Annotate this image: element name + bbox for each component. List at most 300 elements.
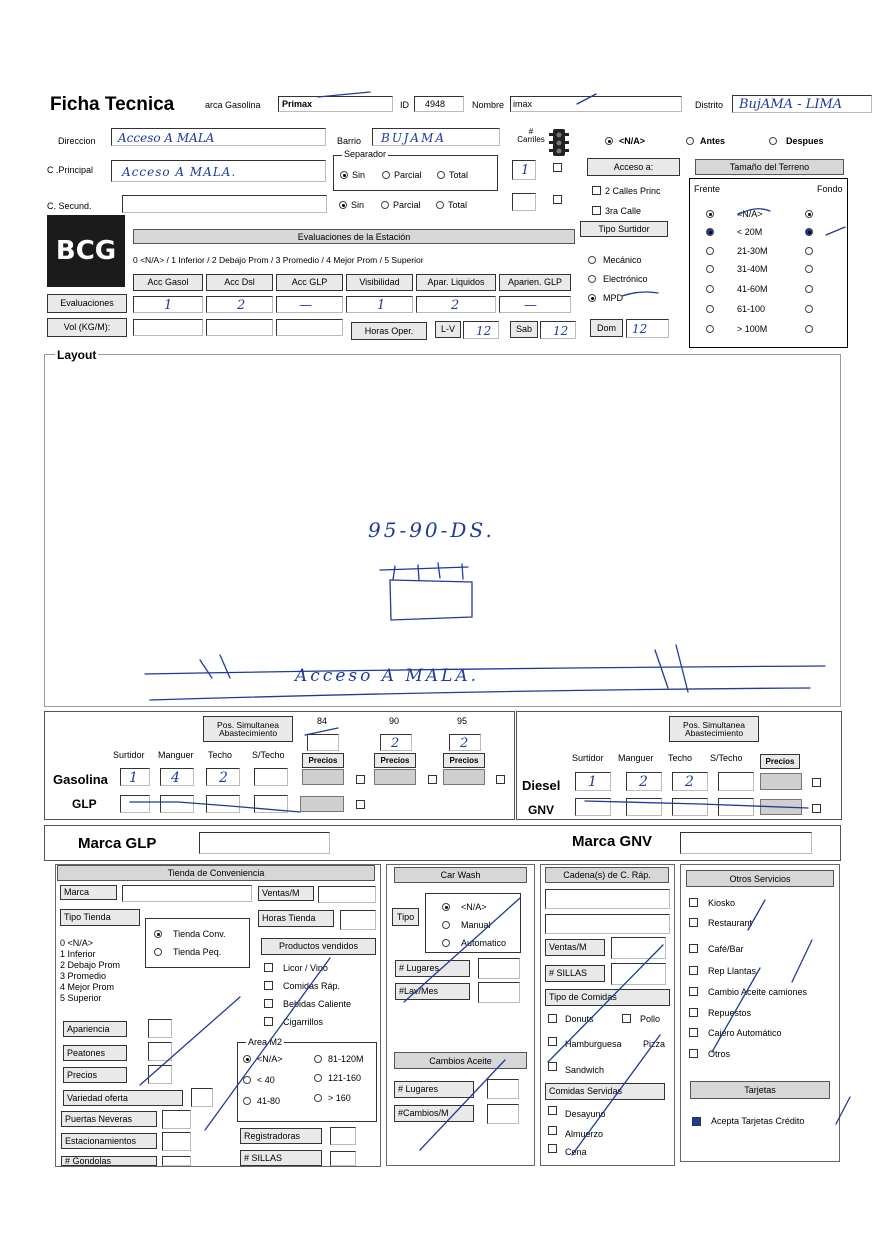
- surtidor-electronico-radio[interactable]: [588, 275, 596, 283]
- frente-21-radio[interactable]: [706, 247, 714, 255]
- eval-col-acc-glp: Acc GLP: [276, 274, 343, 291]
- lv-value: 12: [476, 324, 492, 338]
- surtidor-mpd-label: MPD: [603, 293, 623, 303]
- grade-90-value: 2: [391, 736, 400, 751]
- sep2-parcial-radio[interactable]: [381, 201, 389, 209]
- terreno-size-1: < 20M: [737, 227, 763, 237]
- terreno-size-6: > 100M: [737, 324, 768, 334]
- fondo-41-radio[interactable]: [805, 285, 813, 293]
- tipo-pollo-label: Pollo: [640, 1014, 661, 1024]
- vol-field-1[interactable]: [133, 319, 203, 336]
- cadena-field-1[interactable]: [545, 889, 670, 909]
- tipo-sandwich-check[interactable]: [548, 1062, 557, 1071]
- direccion-field[interactable]: [111, 128, 326, 146]
- otros-item-2: Café/Bar: [708, 944, 744, 954]
- eval-gondolas-field[interactable]: [162, 1156, 191, 1166]
- precio-84-field[interactable]: [302, 769, 344, 785]
- productos-button[interactable]: Productos vendidos: [261, 938, 376, 955]
- terreno-fondo-label: Fondo: [817, 184, 843, 194]
- carwash-lav-label: #Lav/Mes: [395, 983, 470, 1000]
- producto-bebidas-label: Bebidas Caliente: [283, 999, 352, 1009]
- area-na-radio[interactable]: [243, 1055, 251, 1063]
- area-81-radio[interactable]: [314, 1055, 322, 1063]
- carwash-manual-radio[interactable]: [442, 921, 450, 929]
- traffic-light-icon: [548, 128, 570, 162]
- producto-comidas-label: Comidas Ráp.: [283, 981, 341, 991]
- gnv-manguer-field[interactable]: [626, 798, 662, 816]
- gasolina-label: Gasolina: [53, 772, 108, 787]
- precio-84-check[interactable]: [356, 775, 365, 784]
- col-stecho-left: S/Techo: [252, 750, 285, 760]
- cambios-m-field[interactable]: [487, 1104, 519, 1124]
- carriles2-check[interactable]: [553, 195, 562, 204]
- tienda-ventas-label: Ventas/M: [258, 886, 314, 901]
- carriles-field[interactable]: [512, 160, 536, 180]
- tipo-donuts-check[interactable]: [548, 1014, 557, 1023]
- otros-cafe-check[interactable]: [689, 944, 698, 953]
- tarjeta-credito-label: Acepta Tarjetas Crédito: [711, 1116, 805, 1126]
- otros-otros-check[interactable]: [689, 1049, 698, 1058]
- otros-kiosko-check[interactable]: [689, 898, 698, 907]
- carwash-na-radio[interactable]: [442, 903, 450, 911]
- dom-value: 12: [632, 322, 648, 336]
- vol-field-3[interactable]: [276, 319, 343, 336]
- grade-95-field[interactable]: [449, 734, 481, 751]
- glp-precio-field[interactable]: [300, 796, 344, 812]
- cadena-header: Cadena(s) de C. Ráp.: [545, 867, 669, 883]
- layout-title: Layout: [57, 348, 97, 362]
- carwash-opt-1: Manual: [461, 920, 491, 930]
- tipo-surtidor-button[interactable]: Tipo Surtidor: [580, 221, 668, 237]
- id-field[interactable]: [414, 96, 464, 112]
- tienda-scale-4: 4 Mejor Prom: [60, 982, 115, 992]
- area-121-radio[interactable]: [314, 1074, 322, 1082]
- direccion-label: Direccion: [58, 136, 96, 146]
- producto-licor-check[interactable]: [264, 963, 273, 972]
- carwash-tipo-group: [425, 893, 521, 953]
- layout-note-top: 95-90-DS.: [368, 518, 495, 542]
- bcg-logo: BCG: [47, 215, 125, 287]
- producto-cigarrillos-label: Cigarrillos: [283, 1017, 324, 1027]
- eval-col-apar-liquidos: Apar. Liquidos: [416, 274, 496, 291]
- marca-glp-label: Marca GLP: [78, 835, 157, 852]
- tarjetas-header: Tarjetas: [690, 1081, 830, 1099]
- frente-41-radio[interactable]: [706, 285, 714, 293]
- otros-cajero-check[interactable]: [689, 1028, 698, 1037]
- otros-item-7: Otros: [708, 1049, 731, 1059]
- eval-value-4: 2: [451, 298, 460, 313]
- tarjeta-credito-check[interactable]: [692, 1117, 701, 1126]
- otros-item-5: Repuestos: [708, 1008, 752, 1018]
- cambios-lugares-field[interactable]: [487, 1079, 519, 1099]
- frente-31-radio[interactable]: [706, 265, 714, 273]
- col-surtidor-right: Surtidor: [572, 753, 604, 763]
- terreno-size-5: 61-100: [737, 304, 766, 314]
- eval-value-2: —: [299, 298, 312, 313]
- marca-gasolina-label: arca Gasolina: [205, 100, 261, 110]
- marca-gnv-field[interactable]: [680, 832, 812, 854]
- diesel-label: Diesel: [522, 778, 561, 793]
- gnv-stecho-field[interactable]: [718, 798, 754, 816]
- precios-90-button[interactable]: Precios: [374, 753, 416, 768]
- cadena-ventas-field[interactable]: [611, 937, 666, 959]
- principal-field[interactable]: [111, 160, 326, 182]
- col-manguer-left: Manguer: [158, 750, 194, 760]
- gasolina-techo-value: 2: [219, 770, 228, 786]
- pos-simultanea-right: Pos. Simultanea Abastecimiento: [669, 716, 759, 742]
- diesel-manguer-field[interactable]: [626, 772, 662, 791]
- layout-note-road: Acceso A MALA.: [295, 666, 480, 686]
- eval-col-acc-gasol: Acc Gasol: [133, 274, 203, 291]
- sep2-sin-label: Sin: [351, 200, 365, 210]
- area-opt-3: 121-160: [328, 1073, 362, 1083]
- grade-90-field[interactable]: [380, 734, 412, 751]
- sep1-total-radio[interactable]: [437, 171, 445, 179]
- timing-na-label: <N/A>: [619, 136, 646, 146]
- tipo-donuts-label: Donuts: [565, 1014, 594, 1024]
- fondo-31-radio[interactable]: [805, 265, 813, 273]
- acceso-2calles-check[interactable]: [592, 186, 601, 195]
- terreno-panel: [689, 178, 848, 348]
- carwash-lugares-field[interactable]: [478, 958, 520, 979]
- lv-label: L-V: [435, 321, 461, 338]
- evaluaciones-scale: 0 <N/A> / 1 Inferior / 2 Debajo Prom / 3 Promedio / 4 Mejor Prom / 5 Superior: [133, 255, 424, 265]
- precio-95-field[interactable]: [443, 769, 485, 785]
- col-techo-right: Techo: [668, 753, 693, 763]
- eval-peatones-label: Peatones: [63, 1045, 127, 1061]
- glp-techo-field[interactable]: [206, 795, 240, 813]
- tienda-scale-2: 2 Debajo Prom: [60, 960, 121, 970]
- tienda-ventas-field[interactable]: [318, 886, 376, 903]
- grade-95-value: 2: [460, 736, 469, 751]
- nombre-label: Nombre: [472, 100, 505, 110]
- diesel-surtidor-field[interactable]: [575, 772, 611, 791]
- area-160-radio[interactable]: [314, 1094, 322, 1102]
- otros-item-6: Cajero Automático: [708, 1028, 782, 1038]
- terreno-header: Tamaño del Terreno: [695, 159, 844, 175]
- acceso-button[interactable]: Acceso a:: [587, 158, 680, 176]
- timing-antes-radio[interactable]: [686, 137, 694, 145]
- carriles-label: # Carriles: [517, 127, 545, 144]
- gnv-label: GNV: [528, 803, 555, 817]
- servida-cena-check[interactable]: [548, 1144, 557, 1153]
- otros-header: Otros Servicios: [686, 870, 834, 887]
- timing-antes-label: Antes: [700, 136, 726, 146]
- cambios-m-label: #Cambios/M: [394, 1105, 474, 1122]
- sep2-parcial-label: Parcial: [393, 200, 421, 210]
- terreno-size-0: <N/A>: [737, 209, 763, 219]
- separador-label: Separador: [344, 149, 387, 159]
- fondo-20-radio[interactable]: [805, 228, 813, 236]
- distrito-field[interactable]: [732, 95, 872, 113]
- vol-label: Vol (KG/M):: [47, 318, 127, 337]
- servida-desayuno-check[interactable]: [548, 1106, 557, 1115]
- barrio-field[interactable]: [372, 128, 500, 146]
- otros-item-3: Rep Llantas: [708, 966, 757, 976]
- otros-item-0: Kiosko: [708, 898, 736, 908]
- area-opt-4: 41-80: [257, 1096, 281, 1106]
- area-40-radio[interactable]: [243, 1076, 251, 1084]
- terreno-size-4: 41-60M: [737, 284, 768, 294]
- tienda-scale-0: 0 <N/A>: [60, 938, 94, 948]
- dom-label: Dom: [590, 319, 623, 337]
- area-opt-0: <N/A>: [257, 1054, 283, 1064]
- tienda-marca-field[interactable]: [122, 885, 252, 902]
- tienda-scale-1: 1 Inferior: [60, 949, 96, 959]
- diesel-techo-field[interactable]: [672, 772, 708, 791]
- timing-na-radio[interactable]: [605, 137, 613, 145]
- id-value: 4948: [425, 99, 446, 109]
- tipo-hamburguesa-check[interactable]: [548, 1037, 557, 1046]
- nombre-value: imax: [513, 99, 533, 109]
- glp-manguer-field[interactable]: [160, 795, 194, 813]
- tienda-scale-3: 3 Promedio: [60, 971, 107, 981]
- eval-precios-field[interactable]: [148, 1065, 172, 1084]
- carwash-lugares-label: # Lugares: [395, 960, 470, 977]
- tienda-horas-label: Horas Tienda: [258, 910, 334, 927]
- fondo-100-radio[interactable]: [805, 325, 813, 333]
- servida-cena-label: Cena: [565, 1147, 587, 1157]
- secund-label: C. Secund.: [47, 201, 92, 211]
- carriles-check[interactable]: [553, 163, 562, 172]
- distrito-label: Distrito: [695, 100, 724, 110]
- otros-restaurant-check[interactable]: [689, 918, 698, 927]
- col-surtidor-left: Surtidor: [113, 750, 145, 760]
- eval-visibilidad-field[interactable]: [346, 296, 413, 313]
- gnv-precio-check[interactable]: [812, 804, 821, 813]
- nombre-field[interactable]: [510, 96, 682, 112]
- barrio-value: BUJAMA: [381, 131, 447, 145]
- eval-value-5: —: [524, 298, 537, 313]
- eval-apariencia-field[interactable]: [148, 1019, 172, 1038]
- evaluaciones-header: Evaluaciones de la Estación: [133, 229, 575, 244]
- diesel-techo-value: 2: [685, 774, 694, 790]
- gasolina-surtidor-value: 1: [129, 770, 138, 786]
- frente-100-radio[interactable]: [706, 325, 714, 333]
- col-stecho-right: S/Techo: [710, 753, 743, 763]
- acceso-3ra-check[interactable]: [592, 206, 601, 215]
- gasolina-manguer-value: 4: [171, 770, 180, 786]
- separador-group: [333, 149, 498, 191]
- tienda-tipo-group: [145, 918, 250, 968]
- diesel-stecho-field[interactable]: [718, 772, 754, 791]
- eval-col-aparien-glp: Aparien. GLP: [499, 274, 571, 291]
- dom-field[interactable]: [626, 319, 669, 338]
- precios-84-button[interactable]: Precios: [302, 753, 344, 768]
- eval-value-3: 1: [377, 298, 386, 313]
- timing-despues-label: Despues: [786, 136, 824, 146]
- eval-variedad-field[interactable]: [191, 1088, 213, 1107]
- precios-diesel-button[interactable]: Precios: [760, 754, 800, 769]
- tipo-sandwich-label: Sandwich: [565, 1065, 605, 1075]
- grade-95-label: 95: [457, 716, 468, 726]
- servida-almuerzo-check[interactable]: [548, 1126, 557, 1135]
- eval-col-visibilidad: Visibilidad: [346, 274, 413, 291]
- tienda-conv-label: Tienda Conv.: [173, 929, 226, 939]
- servida-desayuno-label: Desayuno: [565, 1109, 606, 1119]
- servida-almuerzo-label: Almuerzo: [565, 1129, 604, 1139]
- acceso-2calles-label: 2 Calles Princ: [605, 186, 661, 196]
- gasolina-techo-field[interactable]: [206, 768, 240, 786]
- sep2-total-radio[interactable]: [436, 201, 444, 209]
- distrito-value: BujAMA - LIMA: [739, 97, 843, 112]
- fondo-na-radio[interactable]: [805, 210, 813, 218]
- fondo-61-radio[interactable]: [805, 305, 813, 313]
- timing-despues-radio[interactable]: [769, 137, 777, 145]
- glp-precio-check[interactable]: [356, 800, 365, 809]
- glp-stecho-field[interactable]: [254, 795, 288, 813]
- sep1-sin-radio[interactable]: [340, 171, 348, 179]
- sep2-total-label: Total: [448, 200, 468, 210]
- surtidor-mpd-radio[interactable]: [588, 294, 596, 302]
- marca-gnv-label: Marca GNV: [572, 833, 653, 850]
- precio-90-check[interactable]: [428, 775, 437, 784]
- marca-gasolina-value: Primax: [282, 99, 313, 109]
- terreno-size-3: 31-40M: [737, 264, 768, 274]
- eval-value-0: 1: [164, 298, 173, 313]
- fondo-21-radio[interactable]: [805, 247, 813, 255]
- cadena-field-2[interactable]: [545, 914, 670, 934]
- eval-puertas-field[interactable]: [162, 1110, 191, 1129]
- glp-surtidor-field[interactable]: [120, 795, 150, 813]
- glp-label: GLP: [72, 797, 97, 811]
- tienda-peq-radio[interactable]: [154, 948, 162, 956]
- pos-simultanea-left: Pos. Simultanea Abastecimiento: [203, 716, 293, 742]
- lv-field[interactable]: [463, 321, 499, 339]
- otros-cambio-check[interactable]: [689, 987, 698, 996]
- cadena-sillas-field[interactable]: [611, 963, 666, 985]
- frente-20-radio[interactable]: [706, 228, 714, 236]
- marca-glp-field[interactable]: [199, 832, 330, 854]
- principal-label: C .Principal: [47, 165, 94, 175]
- tienda-sillas-label: # SILLAS: [240, 1150, 322, 1166]
- gasolina-stecho-field[interactable]: [254, 768, 288, 786]
- area-label: Area M2: [248, 1037, 283, 1047]
- precio-90-field[interactable]: [374, 769, 416, 785]
- otros-repuestos-check[interactable]: [689, 1008, 698, 1017]
- carwash-tipo-label: Tipo: [392, 908, 419, 926]
- col-techo-left: Techo: [208, 750, 233, 760]
- registradoras-field[interactable]: [330, 1127, 356, 1145]
- secund-field[interactable]: [122, 195, 327, 213]
- diesel-precio-check[interactable]: [812, 778, 821, 787]
- eval-acc-dsl-field[interactable]: [206, 296, 273, 313]
- cadena-sillas-label: # SILLAS: [545, 965, 605, 982]
- page-title: Ficha Tecnica: [50, 94, 175, 115]
- eval-col-acc-dsl: Acc Dsl: [206, 274, 273, 291]
- carwash-lav-field[interactable]: [478, 982, 520, 1003]
- terreno-frente-label: Frente: [694, 184, 721, 194]
- frente-61-radio[interactable]: [706, 305, 714, 313]
- vol-field-2[interactable]: [206, 319, 273, 336]
- grade-90-label: 90: [389, 716, 400, 726]
- eval-peatones-field[interactable]: [148, 1042, 172, 1061]
- producto-cigarrillos-check[interactable]: [264, 1017, 273, 1026]
- area-41-radio[interactable]: [243, 1097, 251, 1105]
- sep1-sin-label: Sin: [352, 170, 366, 180]
- cambios-lugares-label: # Lugares: [394, 1081, 474, 1098]
- eval-gondolas-label: # Gondolas: [61, 1156, 157, 1166]
- evaluaciones-row-label: Evaluaciones: [47, 294, 127, 313]
- carwash-opt-2: Automatico: [461, 938, 507, 948]
- eval-estacionamientos-field[interactable]: [162, 1132, 191, 1151]
- eval-value-1: 2: [237, 298, 246, 313]
- gnv-techo-field[interactable]: [672, 798, 708, 816]
- tienda-sillas-field[interactable]: [330, 1151, 356, 1166]
- horas-oper-button[interactable]: Horas Oper.: [351, 322, 427, 340]
- carriles-value: 1: [521, 163, 530, 178]
- direccion-value: Acceso A MALA: [118, 131, 215, 145]
- area-opt-2: < 40: [257, 1075, 275, 1085]
- producto-licor-label: Licor / Vino: [283, 963, 328, 973]
- eval-puertas-label: Puertas Neveras: [61, 1111, 157, 1127]
- grade-84-field[interactable]: [307, 734, 339, 751]
- otros-llantas-check[interactable]: [689, 966, 698, 975]
- tienda-horas-field[interactable]: [340, 910, 376, 930]
- carriles2-field[interactable]: [512, 193, 536, 211]
- tienda-peq-label: Tienda Peq.: [173, 947, 222, 957]
- eval-estacionamientos-label: Estacionamientos: [61, 1133, 157, 1149]
- gasolina-surtidor-field[interactable]: [120, 768, 150, 786]
- otros-item-1: Restaurant: [708, 918, 753, 928]
- eval-apar-liquidos-field[interactable]: [416, 296, 496, 313]
- acceso-3ra-label: 3ra Calle: [605, 206, 642, 216]
- tipo-pollo-check[interactable]: [622, 1014, 631, 1023]
- grade-84-label: 84: [317, 716, 328, 726]
- diesel-precio-field[interactable]: [760, 773, 802, 790]
- comidas-servidas-label: Comidas Servidas: [545, 1083, 665, 1100]
- producto-comidas-check[interactable]: [264, 981, 273, 990]
- cadena-ventas-label: Ventas/M: [545, 939, 605, 956]
- precios-95-button[interactable]: Precios: [443, 753, 485, 768]
- area-opt-1: 81-120M: [328, 1054, 364, 1064]
- precio-95-check[interactable]: [496, 775, 505, 784]
- gnv-surtidor-field[interactable]: [575, 798, 611, 816]
- diesel-surtidor-value: 1: [588, 774, 597, 790]
- surtidor-mecanico-label: Mecánico: [603, 255, 642, 265]
- marca-gasolina-field[interactable]: [278, 96, 393, 112]
- tienda-tipo-label: Tipo Tienda: [60, 909, 140, 926]
- sep1-parcial-radio[interactable]: [382, 171, 390, 179]
- sab-label: Sab: [510, 321, 538, 338]
- sab-field[interactable]: [540, 321, 576, 339]
- tipo-pizza-label: Pizza: [643, 1039, 666, 1049]
- frente-na-radio[interactable]: [706, 210, 714, 218]
- sep1-parcial-label: Parcial: [394, 170, 422, 180]
- sep2-sin-radio[interactable]: [339, 201, 347, 209]
- carwash-header: Car Wash: [394, 867, 527, 883]
- otros-item-4: Cambio Aceite camiones: [708, 987, 808, 997]
- barrio-label: Barrio: [337, 136, 362, 146]
- eval-aparien-glp-field[interactable]: [499, 296, 571, 313]
- area-opt-5: > 160: [328, 1093, 351, 1103]
- tienda-scale-5: 5 Superior: [60, 993, 102, 1003]
- carwash-opt-0: <N/A>: [461, 902, 487, 912]
- eval-acc-glp-field[interactable]: [276, 296, 343, 313]
- producto-bebidas-check[interactable]: [264, 999, 273, 1008]
- gnv-precio-field[interactable]: [760, 799, 802, 815]
- surtidor-mecanico-radio[interactable]: [588, 256, 596, 264]
- sab-value: 12: [553, 324, 569, 338]
- gasolina-manguer-field[interactable]: [160, 768, 194, 786]
- tienda-marca-label: Marca: [60, 885, 117, 900]
- eval-precios-label: Precios: [63, 1067, 127, 1083]
- eval-acc-gasol-field[interactable]: [133, 296, 203, 313]
- diesel-manguer-value: 2: [639, 774, 648, 790]
- eval-apariencia-label: Apariencia: [63, 1021, 127, 1037]
- tienda-conv-radio[interactable]: [154, 930, 162, 938]
- carwash-auto-radio[interactable]: [442, 939, 450, 947]
